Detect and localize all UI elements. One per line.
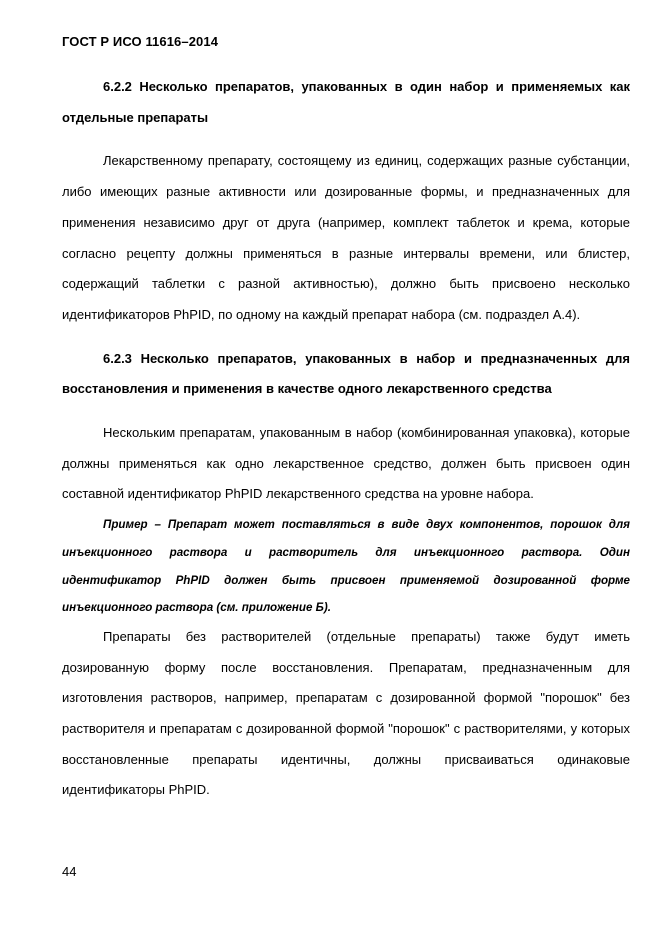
- section-paragraph-6-2-3: Нескольким препаратам, упакованным в набор (комбинированная упаковка), которые должны применяться как одно лекарственное средство, должен быть присвоен один составной идентификатор PhPID лекарственного средства на уровне набора.: [62, 425, 630, 502]
- section-heading-6-2-3: 6.2.3 Несколько препаратов, упакованных в набор и предназначенных для восстановления и применения в качестве одного лекарственного средства: [62, 350, 630, 397]
- page-number: 44: [62, 864, 77, 879]
- section-heading-6-2-2: 6.2.2 Несколько препаратов, упакованных в один набор и применяемых как отдельные препараты: [62, 79, 630, 125]
- example-note: Пример – Препарат может поставляться в виде двух компонентов, порошок для инъекционного раствора и растворитель для инъекционного раствора. Один идентификатор PhPID должен быть присвоен применяемой дозированной форме инъекционного раствора (см. приложение Б).: [62, 518, 630, 615]
- section-paragraph-6-2-2: Лекарственному препарату, состоящему из единиц, содержащих разные субстанции, либо имеющих разные активности или дозированные формы, и предназначенных для применения независимо друг от друга (например, комплект таблеток и крема, которые согласно рецепту должны применяться в разные интервалы времени, или блистер, содержащий таблетки с разной активностью), должно быть присвоено несколько идентификаторов PhPID, по одному на каждый препарат набора (см. подраздел А.4).: [62, 153, 630, 322]
- standard-header: ГОСТ Р ИСО 11616–2014: [62, 34, 219, 49]
- document-content: [62, 72, 630, 806]
- section-paragraph-6-2-3-continued: Препараты без растворителей (отдельные препараты) также будут иметь дозированную форму после восстановления. Препаратам, предназначенным для изготовления растворов, например, препаратам с дозированной формой "порошок" без растворителя и препаратам с дозированной формой "порошок" с растворителями, у которых восстановленные препараты идентичны, должны присваиваться одинаковые идентификаторы PhPID.: [62, 628, 630, 798]
